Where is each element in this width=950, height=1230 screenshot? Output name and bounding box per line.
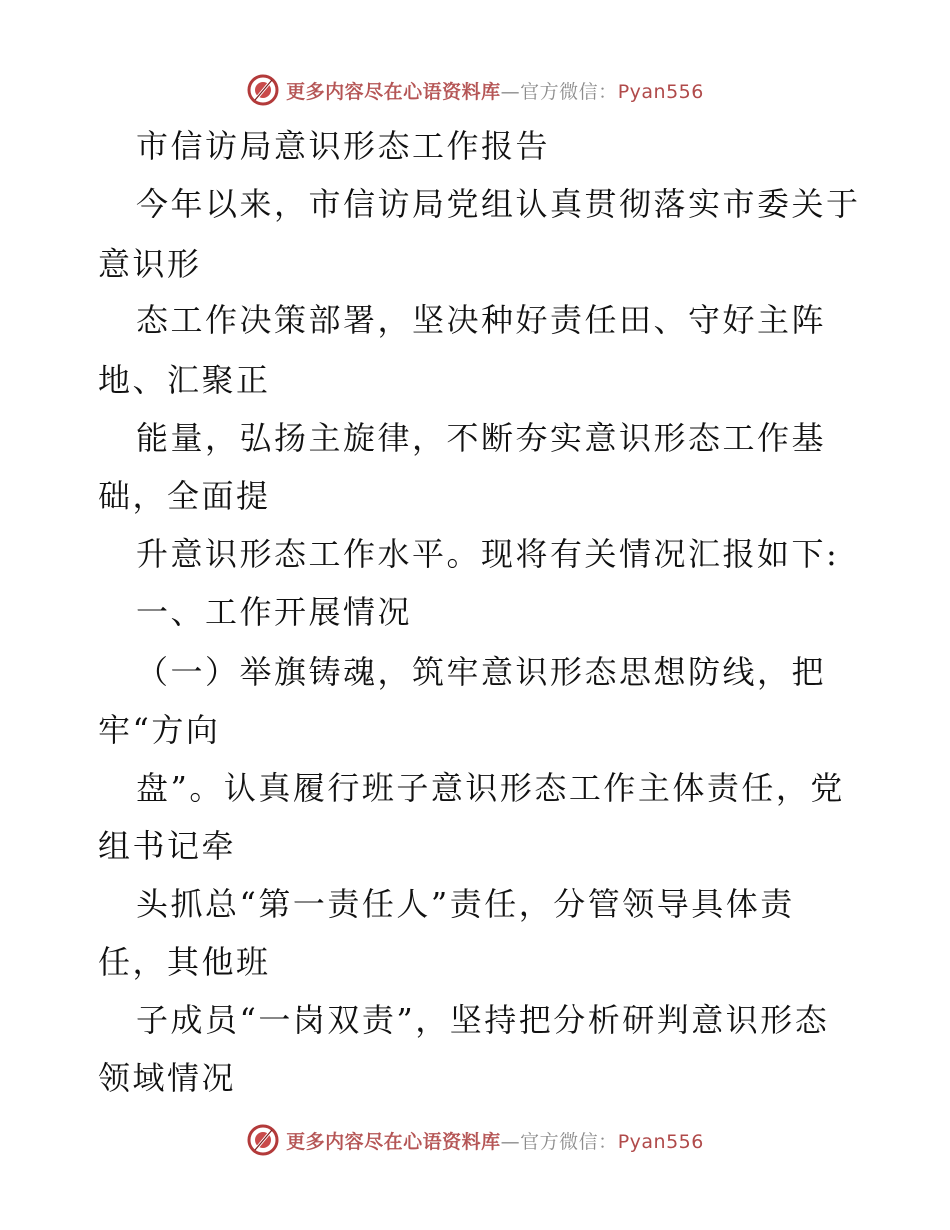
watermark-dash: —	[500, 80, 521, 103]
watermark-site: 更多内容尽在心语资料库	[286, 1130, 501, 1153]
watermark-account: Pyan556	[617, 1130, 704, 1153]
watermark-dash: —	[500, 1130, 521, 1153]
paragraph-line: 础，全面提	[98, 477, 271, 515]
paragraph-line: 地、汇聚正	[98, 361, 271, 399]
watermark-label: 官方微信：	[520, 80, 618, 103]
paragraph-line: 组书记牵	[98, 827, 237, 865]
watermark-label: 官方微信：	[520, 1130, 618, 1153]
watermark-site: 更多内容尽在心语资料库	[286, 80, 501, 103]
watermark-text	[286, 77, 704, 104]
document-title: 市信访局意识形态工作报告	[136, 127, 551, 165]
header-watermark	[0, 70, 950, 110]
paragraph-line: 任，其他班	[98, 943, 271, 981]
watermark-account: Pyan556	[617, 80, 704, 103]
brand-logo-icon	[246, 1123, 280, 1157]
subsection-heading: （一）举旗铸魂，筑牢意识形态思想防线，把	[136, 653, 827, 691]
paragraph-line: 能量，弘扬主旋律，不断夯实意识形态工作基	[136, 419, 827, 457]
watermark-text	[286, 1127, 704, 1154]
paragraph-line: 态工作决策部署，坚决种好责任田、守好主阵	[136, 301, 827, 339]
paragraph-line: 牢“方向	[98, 711, 221, 749]
paragraph-line: 升意识形态工作水平。现将有关情况汇报如下:	[136, 535, 840, 573]
paragraph-line: 领域情况	[98, 1059, 237, 1097]
section-heading: 一、工作开展情况	[136, 593, 413, 631]
paragraph-line: 子成员“一岗双责”，坚持把分析研判意识形态	[136, 1001, 830, 1039]
brand-logo-icon	[246, 73, 280, 107]
paragraph-line: 今年以来，市信访局党组认真贯彻落实市委关于	[136, 185, 861, 223]
paragraph-line: 头抓总“第一责任人”责任，分管领导具体责	[136, 885, 795, 923]
footer-watermark	[0, 1120, 950, 1160]
paragraph-line: 盘”。认真履行班子意识形态工作主体责任，党	[136, 769, 845, 807]
paragraph-line: 意识形	[98, 245, 202, 283]
